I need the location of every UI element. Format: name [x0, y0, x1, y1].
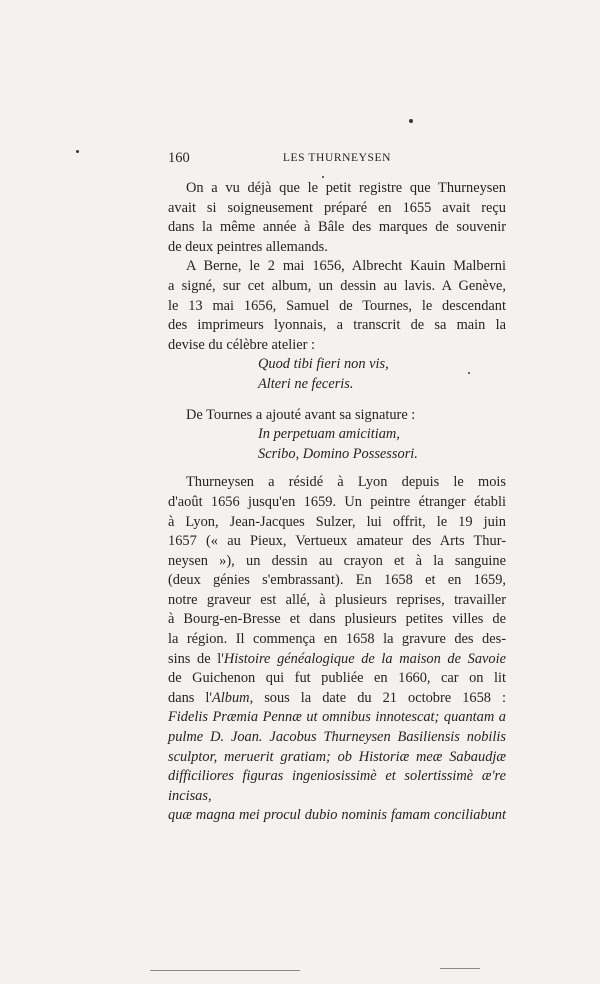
verse-line: Alteri ne feceris.	[258, 375, 354, 392]
text-line: de deux peintres allemands.	[168, 238, 328, 255]
scan-speck	[468, 372, 470, 374]
text-line: Fidelis Præmia Pennæ ut omnibus innotescat; quantam a	[168, 709, 506, 726]
quoted-dedication	[168, 425, 506, 464]
paragraph-gap	[168, 395, 506, 406]
text-line: dans l'Album, sous la date du 21 octobre 1658 :	[168, 689, 506, 706]
page-number: 160	[168, 150, 190, 166]
paragraph-2	[168, 257, 506, 355]
paragraph-gap	[168, 464, 506, 473]
text-line: d'août 1656 jusqu'en 1659. Un peintre étranger établi	[168, 493, 506, 510]
text-line: A Berne, le 2 mai 1656, Albrecht Kauin Malberni	[186, 258, 506, 275]
text-line: de Guichenon qui fut publiée en 1660, car on lit	[168, 670, 506, 687]
paragraph-4	[168, 473, 506, 826]
scan-speck	[76, 150, 79, 153]
text-line: à Lyon, Jean-Jacques Sulzer, lui offrit, le 19 juin	[168, 513, 506, 530]
text-line: On a vu déjà que le petit registre que Thurneysen	[186, 180, 506, 196]
text-line: neysen »), un dessin au crayon et à la sanguine	[168, 552, 506, 569]
text-line: des imprimeurs lyonnais, a transcrit de sa main la	[168, 317, 506, 334]
paragraph-3	[168, 406, 506, 426]
scan-edge-line	[440, 968, 480, 969]
scan-speck	[409, 119, 413, 123]
verse-line: In perpetuam amicitiam,	[258, 426, 400, 443]
body-text	[168, 179, 506, 826]
text-line: (deux génies s'embrassant). En 1658 et en 1659,	[168, 572, 506, 589]
text-line: difficiliores figuras ingeniosissimè et solertissimè æ're incisas,	[168, 768, 506, 804]
text-line: dans la même année à Bâle des marques de souvenir	[168, 219, 506, 236]
text-line: pulme D. Joan. Jacobus Thurneysen Basiliensis nobilis	[168, 729, 506, 746]
text-line: sculptor, meruerit gratiam; ob Historiæ meæ Sabaudjæ	[168, 748, 506, 765]
scan-edge-line	[150, 970, 300, 971]
text-line: sins de l'Histoire généalogique de la maison de Savoie	[168, 650, 506, 667]
paragraph-1	[168, 179, 506, 257]
text-line: De Tournes a ajouté avant sa signature :	[186, 406, 416, 423]
text-line: à Bourg-en-Bresse et dans plusieurs petites villes de	[168, 611, 506, 628]
page-header	[168, 150, 506, 170]
running-title: LES THURNEYSEN	[282, 152, 392, 164]
text-line: quæ magna mei procul dubio nominis famam conciliabunt	[168, 807, 506, 824]
verse-line: Scribo, Domino Possessori.	[258, 445, 418, 462]
text-line: le 13 mai 1656, Samuel de Tournes, le descendant	[168, 297, 506, 314]
quoted-motto	[168, 355, 506, 394]
text-line: devise du célèbre atelier :	[168, 336, 316, 353]
text-line: a signé, sur cet album, un dessin au lavis. A Genève,	[168, 277, 506, 294]
text-line: Thurneysen a résidé à Lyon depuis le mois	[186, 474, 506, 491]
text-line: avait si soigneusement préparé en 1655 avait reçu	[168, 199, 506, 216]
text-line: 1657 (« au Pieux, Vertueux amateur des Arts Thur-	[168, 533, 506, 550]
text-line: notre graveur est allé, à plusieurs reprises, travailler	[168, 591, 506, 608]
verse-line: Quod tibi fieri non vis,	[258, 356, 389, 373]
scan-speck	[322, 176, 324, 178]
text-line: la région. Il commença en 1658 la gravure des des-	[168, 631, 506, 648]
